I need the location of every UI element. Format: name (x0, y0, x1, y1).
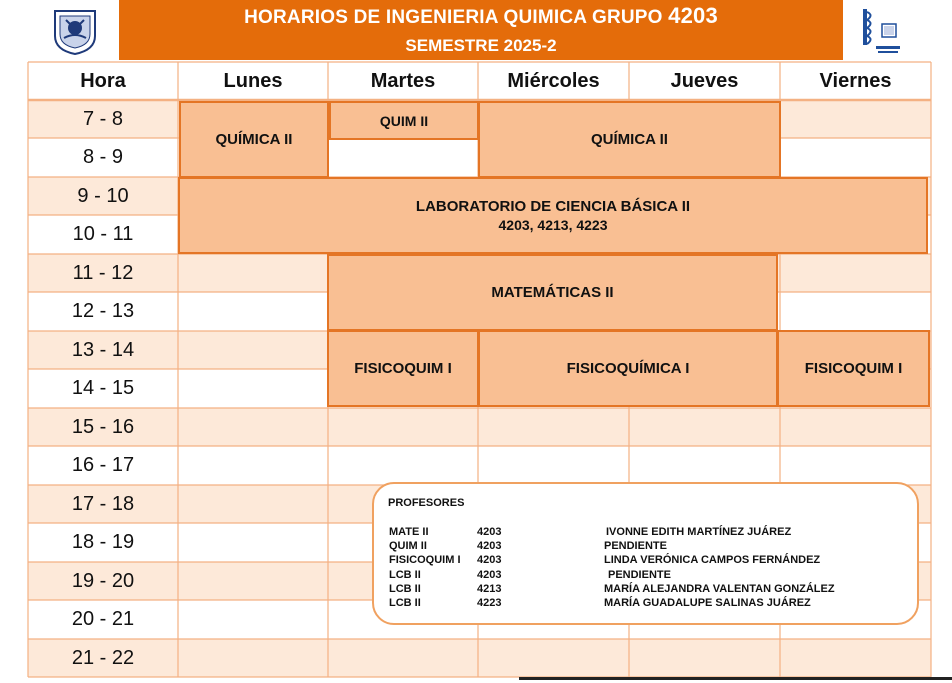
semester-label: SEMESTRE 2025-2 (405, 36, 557, 55)
professor-row (389, 583, 909, 597)
hour-label: 13 - 14 (71, 338, 135, 361)
class-block-matematicas (327, 254, 778, 331)
hour-label: 10 - 11 (72, 223, 134, 245)
title-text: HORARIOS DE INGENIERIA QUIMICA GRUPO (244, 7, 663, 28)
column-header-jueves: Jueves (670, 69, 739, 92)
professor-row (389, 597, 909, 611)
professor-name: MARÍA GUADALUPE SALINAS JUÁREZ (604, 597, 811, 609)
professor-name: MARÍA ALEJANDRA VALENTAN GONZÁLEZ (604, 583, 835, 595)
hour-label: 19 - 20 (71, 569, 135, 592)
column-header-miercoles: Miércoles (507, 69, 600, 92)
hour-label: 7 - 8 (82, 107, 124, 130)
class-block-quim-martes (329, 101, 479, 140)
class-block-fisicoquim-viernes (777, 330, 930, 407)
class-label: QUÍMICA II (215, 130, 293, 148)
hour-label: 18 - 19 (71, 531, 135, 553)
professor-subject: MATE II (389, 526, 429, 538)
professor-row (389, 526, 909, 540)
professor-subject: LCB II (389, 597, 421, 609)
hour-label: 21 - 22 (71, 646, 135, 669)
hour-label: 12 - 13 (71, 300, 135, 322)
class-label: LABORATORIO DE CIENCIA BÁSICA II (415, 197, 691, 215)
hour-label: 17 - 18 (71, 492, 135, 515)
professors-title: PROFESORES (388, 497, 465, 509)
professor-group: 4223 (477, 597, 502, 609)
class-block-laboratorio (178, 177, 928, 254)
professor-row (389, 569, 909, 583)
class-block-fisicoquim-martes (327, 330, 479, 407)
class-block-quimica-miercoles-jueves (478, 101, 781, 178)
class-block-quimica-lunes (179, 101, 329, 178)
hour-label: 8 - 9 (82, 146, 124, 168)
professor-subject: LCB II (389, 583, 421, 595)
hour-label: 11 - 12 (72, 261, 134, 284)
column-header-martes: Martes (370, 69, 436, 92)
class-groups-label: 4203, 4213, 4223 (498, 216, 608, 233)
column-header-viernes: Viernes (819, 69, 892, 92)
professor-group: 4203 (477, 554, 502, 566)
column-header-lunes: Lunes (223, 69, 283, 92)
hour-label: 14 - 15 (71, 377, 135, 399)
professor-group: 4203 (477, 540, 502, 552)
professor-group: 4203 (477, 526, 502, 538)
class-block-fisicoquimica-miercoles-jueves (478, 330, 778, 407)
professor-name: LINDA VERÓNICA CAMPOS FERNÁNDEZ (604, 554, 821, 566)
hour-label: 16 - 17 (71, 454, 135, 476)
class-label: FISICOQUIM I (804, 359, 903, 377)
hour-label: 20 - 21 (71, 608, 135, 630)
professor-subject: FISICOQUIM I (389, 554, 461, 566)
hour-label: 9 - 10 (77, 184, 129, 207)
professor-group: 4203 (477, 569, 502, 581)
professor-row (389, 540, 909, 554)
hour-label: 15 - 16 (71, 415, 135, 438)
professor-row (389, 554, 909, 568)
bottom-border-line (519, 677, 952, 680)
class-label: FISICOQUIM I (354, 359, 452, 377)
professor-name: IVONNE EDITH MARTÍNEZ JUÁREZ (606, 526, 792, 538)
class-label: QUÍMICA II (591, 130, 668, 148)
professor-name: PENDIENTE (608, 569, 671, 581)
class-label: FISICOQUÍMICA I (566, 359, 690, 377)
professor-subject: QUIM II (389, 540, 427, 552)
professor-name: PENDIENTE (604, 540, 667, 552)
column-header-hora: Hora (80, 69, 126, 92)
professor-group: 4213 (477, 583, 502, 595)
professor-subject: LCB II (389, 569, 421, 581)
class-label: MATEMÁTICAS II (491, 283, 614, 301)
class-label: QUIM II (379, 112, 429, 129)
group-number: 4203 (668, 3, 718, 28)
